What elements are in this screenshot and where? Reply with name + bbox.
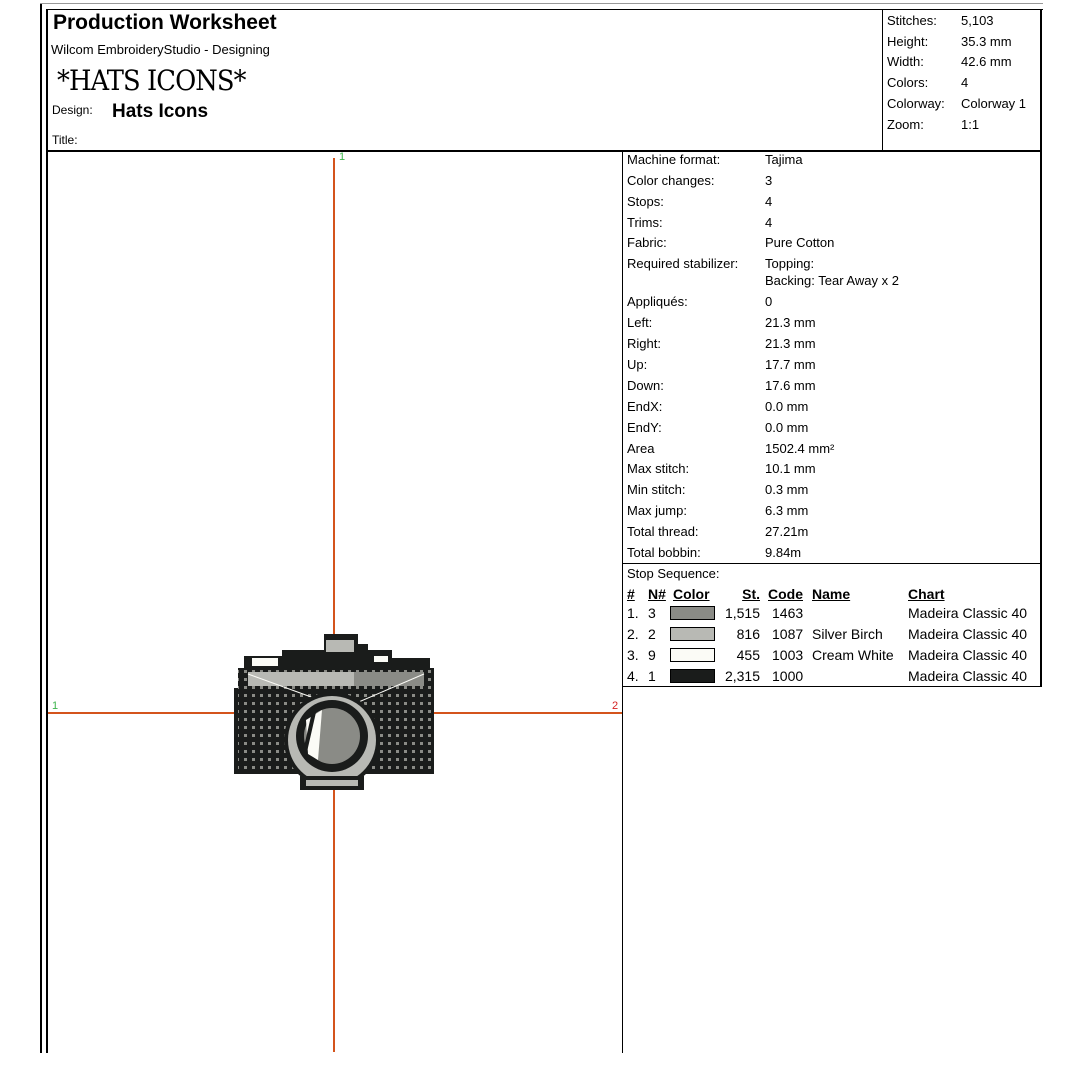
frame-top-shadow bbox=[40, 3, 1043, 4]
stat-label: Stitches: bbox=[887, 13, 937, 28]
header-name: Name bbox=[812, 586, 851, 602]
info-value: 27.21m bbox=[765, 524, 809, 539]
table-row-name: Cream White bbox=[812, 647, 894, 663]
info-value: Tajima bbox=[765, 152, 803, 167]
table-row-stitches: 1,515 bbox=[724, 605, 760, 621]
frame-right bbox=[1040, 9, 1042, 687]
table-row-needle: 2 bbox=[648, 626, 656, 642]
info-label: Max stitch: bbox=[627, 461, 690, 476]
info-value: 4 bbox=[765, 215, 773, 230]
info-value: 17.6 mm bbox=[765, 378, 816, 393]
stat-label: Height: bbox=[887, 34, 929, 49]
table-row-chart: Madeira Classic 40 bbox=[908, 647, 1028, 663]
stat-label: Colorway: bbox=[887, 96, 945, 111]
software-name: Wilcom EmbroideryStudio - Designing bbox=[51, 42, 270, 57]
color-swatch bbox=[670, 669, 715, 683]
info-value: 10.1 mm bbox=[765, 461, 816, 476]
color-swatch bbox=[670, 627, 715, 641]
stat-value: Colorway 1 bbox=[961, 96, 1027, 111]
table-row-code: 1000 bbox=[772, 668, 804, 684]
title-label: Title: bbox=[52, 133, 78, 147]
table-row-chart: Madeira Classic 40 bbox=[908, 605, 1028, 621]
design-value: Hats Icons bbox=[112, 101, 209, 122]
info-label: Appliqués: bbox=[627, 294, 688, 309]
frame-left-outer bbox=[40, 3, 42, 1053]
table-row-chart: Madeira Classic 40 bbox=[908, 626, 1028, 642]
axis-label-top: 1 bbox=[339, 151, 346, 163]
table-row-num: 3. bbox=[627, 647, 639, 663]
info-value: 9.84m bbox=[765, 545, 802, 560]
info-value: Backing: Tear Away x 2 bbox=[765, 273, 899, 288]
info-value: 6.3 mm bbox=[765, 503, 809, 518]
info-label: Color changes: bbox=[627, 173, 715, 188]
info-value: 0.3 mm bbox=[765, 482, 809, 497]
info-value: 0.0 mm bbox=[765, 420, 809, 435]
info-label: Trims: bbox=[627, 215, 663, 230]
stats-divider bbox=[882, 9, 883, 151]
info-value: 0.0 mm bbox=[765, 399, 809, 414]
info-value: 4 bbox=[765, 194, 773, 209]
header-needle: N# bbox=[648, 586, 666, 602]
table-row-needle: 3 bbox=[648, 605, 656, 621]
info-value: 1502.4 mm² bbox=[765, 441, 835, 456]
axis-label-right: 2 bbox=[612, 700, 619, 712]
table-row-code: 1003 bbox=[772, 647, 804, 663]
table-row-needle: 9 bbox=[648, 647, 656, 663]
info-label: Required stabilizer: bbox=[627, 256, 739, 271]
info-value: 21.3 mm bbox=[765, 315, 816, 330]
stat-label: Colors: bbox=[887, 75, 929, 90]
header-num: # bbox=[627, 586, 635, 602]
axis-label-left: 1 bbox=[52, 700, 59, 712]
panel-divider bbox=[622, 150, 623, 1053]
header-code: Code bbox=[768, 586, 803, 602]
info-label: Left: bbox=[627, 315, 653, 330]
sequence-title: Stop Sequence: bbox=[627, 566, 720, 581]
info-divider bbox=[622, 563, 1042, 564]
camera-prism bbox=[326, 640, 354, 652]
stat-label: Zoom: bbox=[887, 117, 924, 132]
stat-label: Width: bbox=[887, 54, 924, 69]
header-stitches: St. bbox=[742, 586, 760, 602]
color-swatch bbox=[670, 606, 715, 620]
info-label: Max jump: bbox=[627, 503, 687, 518]
page-title: Production Worksheet bbox=[53, 11, 277, 34]
info-value: 17.7 mm bbox=[765, 357, 816, 372]
design-label: Design: bbox=[52, 103, 93, 117]
info-value: 0 bbox=[765, 294, 773, 309]
vertical-axis bbox=[333, 158, 335, 1052]
stat-value: 1:1 bbox=[961, 117, 980, 132]
stat-value: 35.3 mm bbox=[961, 34, 1012, 49]
stat-value: 42.6 mm bbox=[961, 54, 1012, 69]
table-row-num: 2. bbox=[627, 626, 639, 642]
info-label: Area bbox=[627, 441, 655, 456]
stat-value: 5,103 bbox=[961, 13, 994, 28]
table-row-name: Silver Birch bbox=[812, 626, 883, 642]
camera-icon bbox=[234, 628, 438, 800]
info-value: 3 bbox=[765, 173, 773, 188]
info-label: Machine format: bbox=[627, 152, 721, 167]
info-label: Right: bbox=[627, 336, 661, 351]
table-row-num: 1. bbox=[627, 605, 639, 621]
info-value: 21.3 mm bbox=[765, 336, 816, 351]
table-row-stitches: 816 bbox=[736, 626, 760, 642]
info-label: Stops: bbox=[627, 194, 664, 209]
frame-left-inner bbox=[46, 10, 48, 1053]
info-label: Min stitch: bbox=[627, 482, 686, 497]
info-value: Pure Cotton bbox=[765, 235, 835, 250]
design-logo: *HATS ICONS* bbox=[57, 64, 246, 97]
info-label: EndX: bbox=[627, 399, 663, 414]
header-color: Color bbox=[673, 586, 710, 602]
table-row-code: 1087 bbox=[772, 626, 804, 642]
camera-dial bbox=[374, 656, 388, 662]
camera-shutter-plate bbox=[252, 658, 278, 666]
info-label: Fabric: bbox=[627, 235, 667, 250]
stat-value: 4 bbox=[961, 75, 969, 90]
header-chart: Chart bbox=[908, 586, 945, 602]
table-row-code: 1463 bbox=[772, 605, 804, 621]
info-label: EndY: bbox=[627, 420, 662, 435]
info-label: Total thread: bbox=[627, 524, 699, 539]
header-divider bbox=[46, 150, 1042, 152]
table-row-stitches: 455 bbox=[736, 647, 760, 663]
table-row-stitches: 2,315 bbox=[724, 668, 760, 684]
frame-top bbox=[46, 9, 1043, 10]
table-row-needle: 1 bbox=[648, 668, 656, 684]
info-value: Topping: bbox=[765, 256, 815, 271]
info-label: Total bobbin: bbox=[627, 545, 701, 560]
table-row-num: 4. bbox=[627, 668, 639, 684]
table-row-chart: Madeira Classic 40 bbox=[908, 668, 1028, 684]
sequence-bottom bbox=[622, 686, 1042, 687]
color-swatch bbox=[670, 648, 715, 662]
info-label: Down: bbox=[627, 378, 664, 393]
info-label: Up: bbox=[627, 357, 648, 372]
